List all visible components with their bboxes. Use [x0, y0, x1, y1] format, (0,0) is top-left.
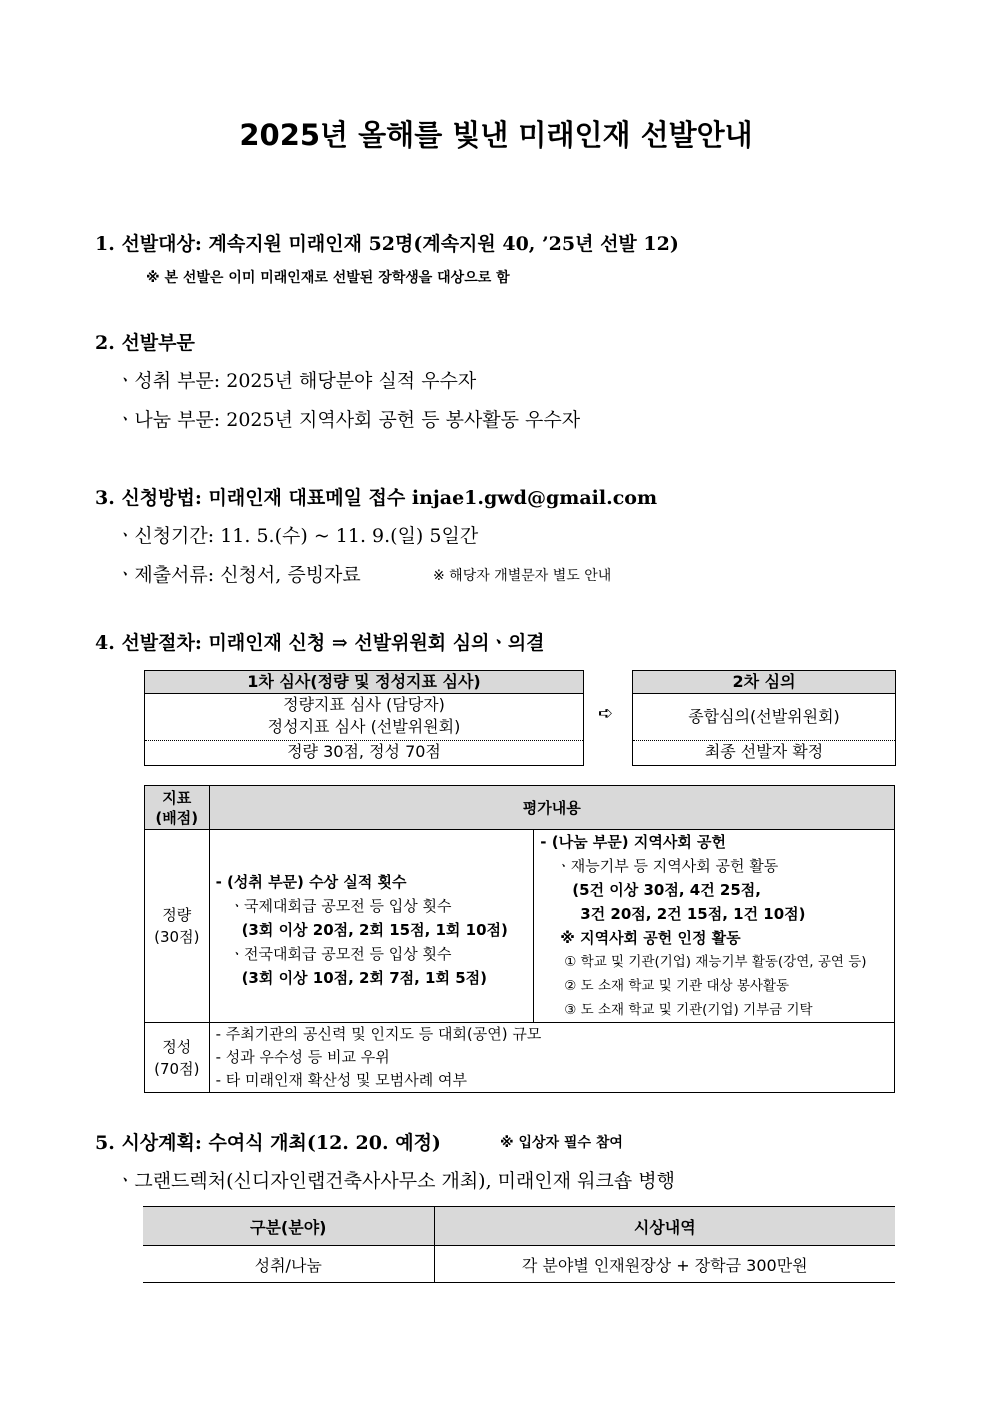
qualitative-label: 정성 (70점)	[145, 1023, 210, 1093]
column-header-category: 구분(분야)	[143, 1207, 434, 1246]
first-review-score: 정량 30점, 정성 70점	[145, 740, 583, 764]
list-item: - (나눔 부문) 지역사회 공헌	[540, 833, 727, 851]
section-2-item: ㆍ나눔 부문: 2025년 지역사회 공헌 등 봉사활동 우수자	[116, 409, 581, 431]
list-item: ※ 지역사회 공헌 인정 활동	[560, 929, 741, 947]
page-title: 2025년 올해를 빛낸 미래인재 선발안내	[239, 118, 753, 152]
list-item: (3회 이상 10점, 2회 7점, 1회 5점)	[241, 969, 487, 987]
award-table	[143, 1206, 895, 1283]
list-item: - 성과 우수성 등 비교 우위	[215, 1048, 390, 1066]
qualitative-cell	[209, 1023, 894, 1093]
section-5-item: ㆍ그랜드렉처(신디자인랩건축사사무소 개최), 미래인재 워크숍 병행	[116, 1170, 675, 1192]
list-item: - (성취 부문) 수상 실적 횟수	[215, 873, 407, 891]
first-review-line: 정량지표 심사 (담당자)	[283, 695, 445, 714]
list-item: 3건 20점, 2건 15점, 1건 10점)	[580, 905, 806, 923]
section-1-heading: 1. 선발대상: 계속지원 미래인재 52명(계속지원 40, ’25년 선발 12)	[95, 233, 679, 255]
first-review-box	[144, 670, 584, 766]
second-review-box	[632, 670, 896, 766]
required-documents: ㆍ제출서류: 신청서, 증빙자료	[116, 564, 361, 586]
second-review-line: 종합심의(선발위원회)	[688, 707, 840, 726]
second-review-header: 2차 심의	[633, 671, 895, 694]
list-item: - 주최기관의 공신력 및 인지도 등 대회(공연) 규모	[215, 1025, 542, 1043]
section-2-item: ㆍ성취 부문: 2025년 해당분야 실적 우수자	[116, 370, 477, 392]
list-item: ③ 도 소재 학교 및 기관(기업) 기부금 기탁	[564, 1002, 813, 1018]
table-cell-category: 성취/나눔	[143, 1246, 434, 1283]
section-3-heading: 3. 신청방법: 미래인재 대표메일 접수 injae1.gwd@gmail.com	[95, 487, 658, 509]
first-review-header: 1차 심사(정량 및 정성지표 심사)	[145, 671, 583, 694]
list-item: ② 도 소재 학교 및 기관 대상 봉사활동	[564, 978, 789, 994]
quantitative-achievement-cell	[209, 830, 534, 1023]
documents-note: ※ 해당자 개별문자 별도 안내	[433, 568, 612, 584]
column-header-indicator: 지표 (배점)	[145, 786, 210, 830]
table-cell-award: 각 분야별 인재원장상 + 장학금 300만원	[434, 1246, 895, 1283]
section-4-heading: 4. 선발절차: 미래인재 신청 ⇒ 선발위원회 심의ㆍ의결	[95, 632, 545, 654]
section-2-heading: 2. 선발부문	[95, 332, 195, 354]
second-review-final: 최종 선발자 확정	[633, 740, 895, 764]
evaluation-table	[144, 785, 895, 1093]
list-item: ① 학교 및 기관(기업) 재능기부 활동(강연, 공연 등)	[564, 954, 867, 970]
section-5-heading: 5. 시상계획: 수여식 개최(12. 20. 예정)	[95, 1132, 441, 1154]
list-item: (5건 이상 30점, 4건 25점,	[572, 881, 761, 899]
list-item: - 타 미래인재 확산성 및 모범사례 여부	[215, 1071, 467, 1089]
list-item: ㆍ재능기부 등 지역사회 공헌 활동	[556, 857, 779, 875]
list-item: (3회 이상 20점, 2회 15점, 1회 10점)	[241, 921, 508, 939]
first-review-line: 정성지표 심사 (선발위원회)	[267, 717, 461, 736]
application-period: ㆍ신청기간: 11. 5.(수) ~ 11. 9.(일) 5일간	[116, 525, 479, 547]
section-1-note: ※ 본 선발은 이미 미래인재로 선발된 장학생을 대상으로 함	[146, 270, 510, 286]
quantitative-label: 정량 (30점)	[145, 830, 210, 1023]
quantitative-sharing-cell	[534, 830, 895, 1023]
column-header-content: 평가내용	[209, 786, 894, 830]
right-arrow-icon: ➪	[598, 703, 614, 724]
list-item: ㆍ국제대회급 공모전 등 입상 횟수	[229, 897, 452, 915]
list-item: ㆍ전국대회급 공모전 등 입상 횟수	[229, 945, 452, 963]
section-5-note: ※ 입상자 필수 참여	[500, 1135, 623, 1151]
column-header-award: 시상내역	[434, 1207, 895, 1246]
